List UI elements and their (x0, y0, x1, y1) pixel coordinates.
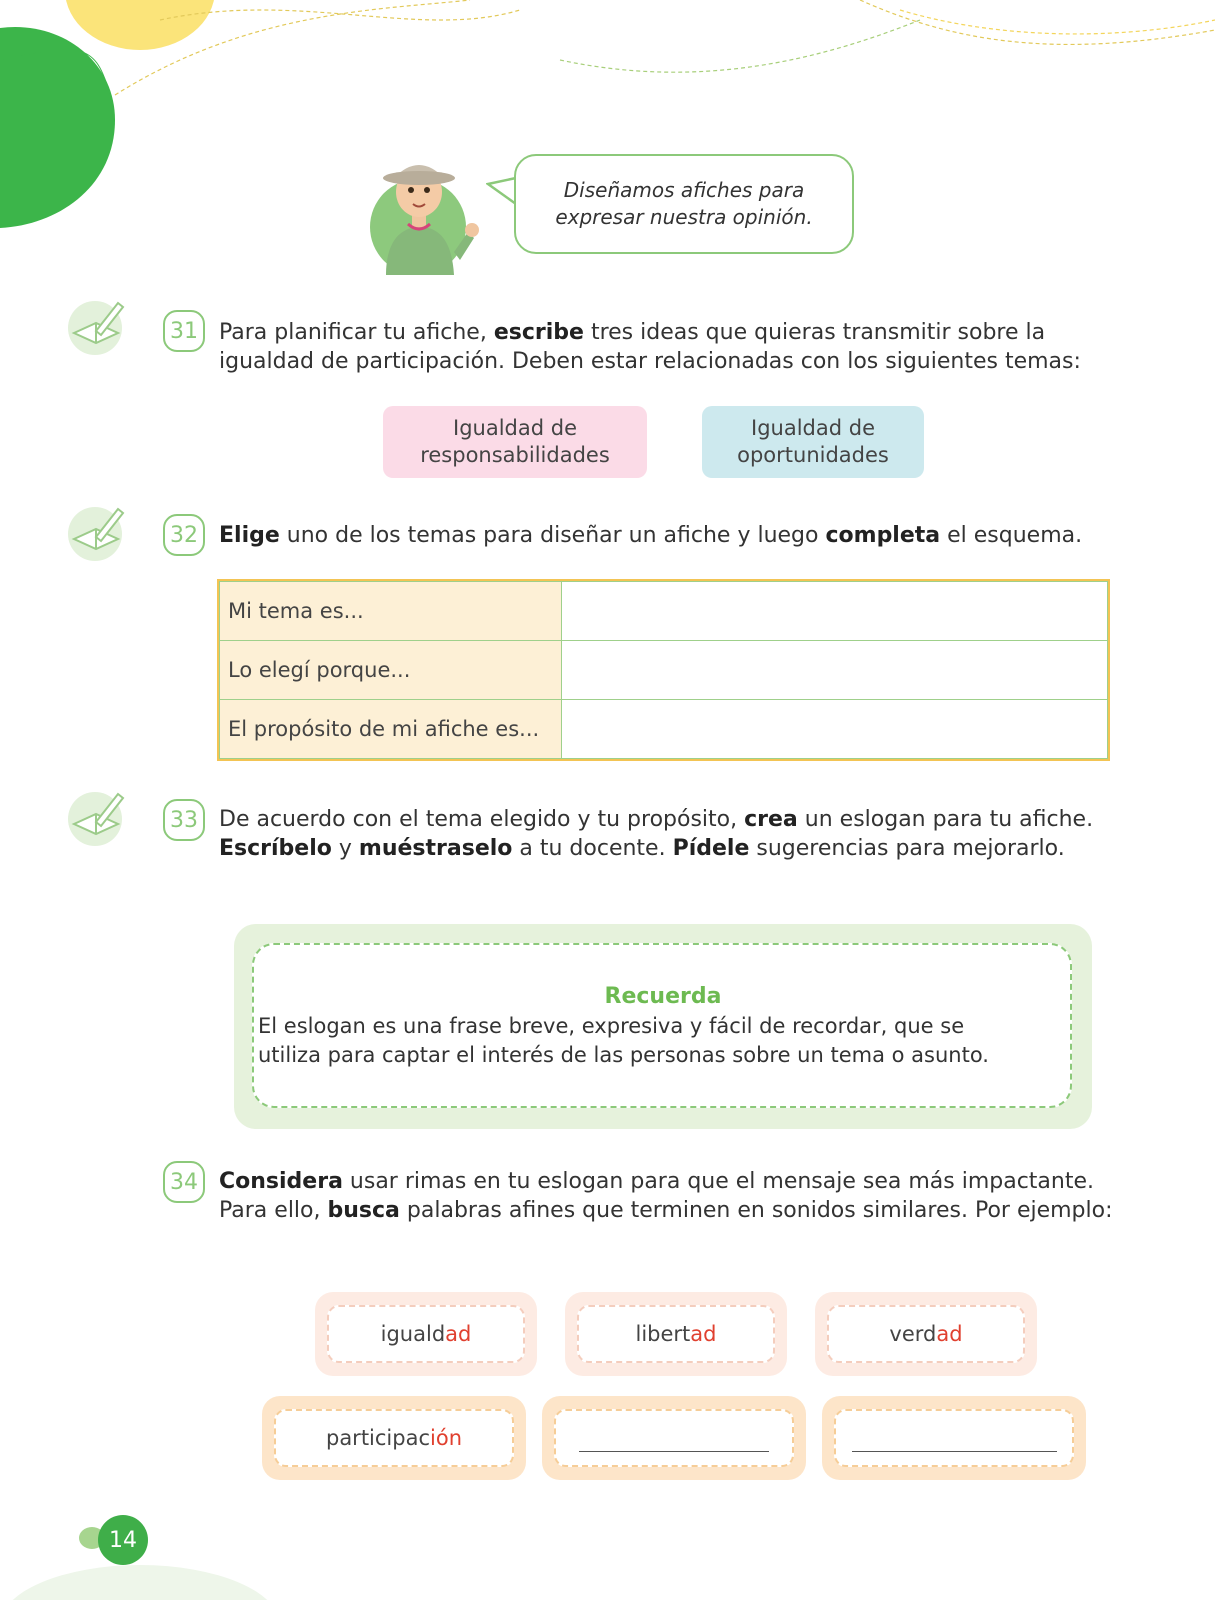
word-ending: ión (430, 1426, 463, 1450)
scheme-answer-field[interactable] (562, 582, 1108, 641)
scheme-label: El propósito de mi afiche es... (220, 700, 562, 759)
rhyme-word-card: libert ad (565, 1292, 787, 1376)
answer-blank-line[interactable] (579, 1451, 769, 1452)
word-ending: ad (936, 1322, 963, 1346)
speech-bubble (514, 154, 854, 254)
rhyme-word-card: verd ad (815, 1292, 1037, 1376)
writing-icon (66, 295, 128, 357)
activity-number-33: 33 (163, 799, 205, 841)
rhyme-word-card: iguald ad (315, 1292, 537, 1376)
activity-33-instruction: De acuerdo con el tema elegido y tu propósito, crea un eslogan para tu afiche. Escríbelo y muéstraselo a tu docente. Pídele sugerencias para mejorarlo. (219, 807, 1094, 861)
rhyme-word-card: participac ión (262, 1396, 526, 1480)
answer-blank-line[interactable] (852, 1451, 1057, 1452)
scheme-answer-field[interactable] (562, 700, 1108, 759)
table-row (220, 700, 1108, 759)
recuerda-box (234, 924, 1092, 1129)
writing-icon (66, 786, 128, 848)
planning-scheme-table (219, 581, 1108, 759)
writing-icon (66, 501, 128, 563)
activity-number-31: 31 (163, 310, 205, 352)
scheme-label: Lo elegí porque... (220, 641, 562, 700)
activity-number-34: 34 (163, 1161, 205, 1203)
recuerda-text: El eslogan es una frase breve, expresiva y fácil de recordar, que se utiliza para captar el interés de las personas sobre un tema o asunto. (258, 1014, 989, 1067)
topic-card-responsabilidades: Igualdad de responsabilidades (383, 406, 647, 478)
scheme-answer-field[interactable] (562, 641, 1108, 700)
activity-31-instruction: Para planificar tu afiche, escribe tres ideas que quieras transmitir sobre la igualdad de participación. Deben estar relacionadas con los siguientes temas: (219, 320, 1081, 374)
word-ending: ad (690, 1322, 717, 1346)
recuerda-title: Recuerda (604, 984, 722, 1009)
word-ending: ad (445, 1322, 472, 1346)
activity-34-instruction: Considera usar rimas en tu eslogan para que el mensaje sea más impactante. Para ello, busca palabras afines que terminen en sonidos similares. Por ejemplo: (219, 1169, 1113, 1223)
page-number: 14 (98, 1515, 148, 1565)
topic-card-oportunidades: Igualdad de oportunidades (702, 406, 924, 478)
boy-illustration (368, 142, 498, 277)
activity-number-32: 32 (163, 514, 205, 556)
rhyme-word-blank-card[interactable] (822, 1396, 1086, 1480)
rhyme-word-blank-card[interactable] (542, 1396, 806, 1480)
activity-32-instruction: Elige uno de los temas para diseñar un afiche y luego completa el esquema. (219, 523, 1083, 548)
speech-bubble-text: Diseñamos afiches para expresar nuestra opinión. (555, 178, 813, 229)
table-row (220, 641, 1108, 700)
scheme-label: Mi tema es... (220, 582, 562, 641)
table-row (220, 582, 1108, 641)
